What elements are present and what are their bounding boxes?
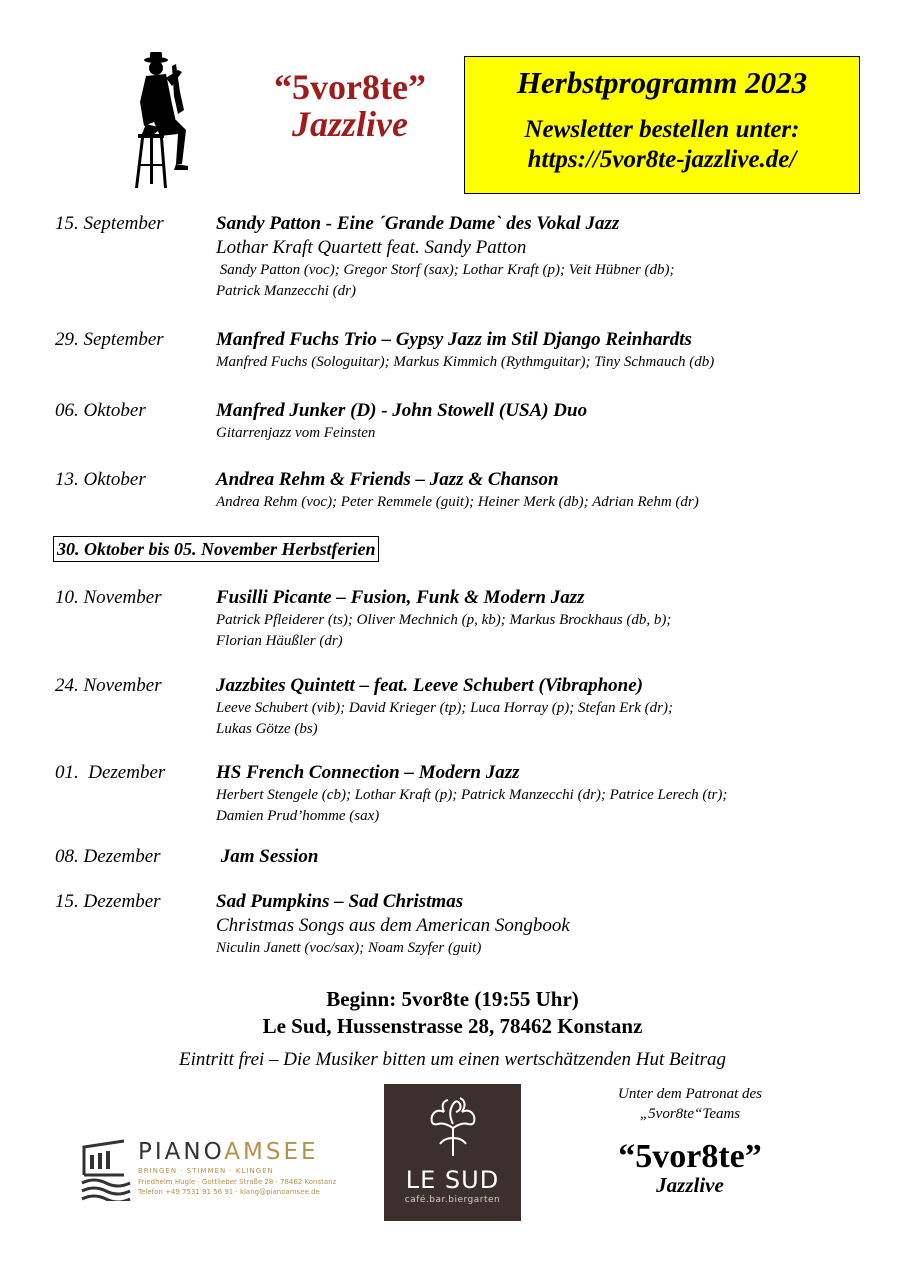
brand-quote: “5vor8te” bbox=[274, 67, 426, 107]
event-title: Andrea Rehm & Friends – Jazz & Chanson bbox=[216, 469, 559, 490]
pianoamsee-contact: Telefon +49 7531 91 56 91 · klang@pianoamsee.de bbox=[138, 1188, 320, 1196]
holidays-notice: 30. Oktober bis 05. November Herbstferien bbox=[53, 536, 379, 562]
event-date: 01. Dezember bbox=[55, 762, 166, 783]
event-title: Manfred Junker (D) - John Stowell (USA) Duo bbox=[216, 400, 588, 421]
event-date: 13. Oktober bbox=[55, 469, 146, 490]
program-title: Herbstprogramm 2023 bbox=[516, 65, 808, 100]
event-date: 15. September bbox=[55, 213, 164, 234]
event-title: Fusilli Picante – Fusion, Funk & Modern Jazz bbox=[216, 587, 585, 608]
event-lineup: Patrick Manzecchi (dr) bbox=[216, 283, 356, 299]
event-lineup: Herbert Stengele (cb); Lothar Kraft (p); Patrick Manzecchi (dr); Patrice Lerech (tr); bbox=[216, 787, 728, 803]
event-title: Jazzbites Quintett – feat. Leeve Schubert (Vibraphone) bbox=[216, 675, 643, 696]
event-lineup: Sandy Patton (voc); Gregor Storf (sax); Lothar Kraft (p); Veit Hübner (db); bbox=[216, 262, 675, 278]
event-title: Sandy Patton - Eine ´Grande Dame` des Vokal Jazz bbox=[216, 213, 620, 234]
pianoamsee-address: Friedhelm Hugle · Gottlieber Straße 28 · 78462 Konstanz bbox=[138, 1178, 337, 1186]
patronat-note bbox=[580, 1084, 800, 1124]
event-title: Jam Session bbox=[216, 846, 319, 867]
event-lineup: Patrick Pfleiderer (ts); Oliver Mechnich (p, kb); Markus Brockhaus (db, b); bbox=[216, 612, 672, 628]
brand-logo-footer bbox=[580, 1140, 800, 1196]
entry-note: Eintritt frei – Die Musiker bitten um einen wertschätzenden Hut Beitrag bbox=[178, 1049, 727, 1070]
event-subtitle: Lothar Kraft Quartett feat. Sandy Patton bbox=[216, 237, 527, 258]
saxophone-player-icon bbox=[132, 52, 194, 190]
tree-icon bbox=[422, 1094, 484, 1156]
program-info-box bbox=[464, 56, 860, 194]
brand-quote: “5vor8te” bbox=[618, 1138, 762, 1175]
venue-address: Le Sud, Hussenstrasse 28, 78462 Konstanz bbox=[262, 1014, 643, 1038]
piano-name-b: AMSEE bbox=[224, 1139, 319, 1165]
event-date: 29. September bbox=[55, 329, 164, 350]
lesud-sub: café.bar.biergarten bbox=[404, 1195, 501, 1205]
start-time: Beginn: 5vor8te (19:55 Uhr) bbox=[326, 987, 579, 1011]
newsletter-link[interactable]: https://5vor8te-jazzlive.de/ bbox=[527, 146, 797, 173]
pianoamsee-name bbox=[138, 1139, 319, 1165]
event-lineup: Manfred Fuchs (Sologuitar); Markus Kimmich (Rythmguitar); Tiny Schmauch (db) bbox=[216, 354, 715, 370]
newsletter-label: Newsletter bestellen unter: bbox=[524, 116, 800, 143]
brand-logo bbox=[240, 68, 460, 142]
brand-sub: Jazzlive bbox=[656, 1173, 724, 1197]
event-date: 08. Dezember bbox=[55, 846, 161, 867]
pianoamsee-logo bbox=[80, 1137, 350, 1207]
event-lineup: Leeve Schubert (vib); David Krieger (tp); Luca Horray (p); Stefan Erk (dr); bbox=[216, 700, 673, 716]
event-subtitle: Christmas Songs aus dem American Songbook bbox=[216, 915, 570, 936]
lesud-name: LE SUD bbox=[405, 1166, 500, 1194]
event-title: Sad Pumpkins – Sad Christmas bbox=[216, 891, 464, 912]
pianoamsee-contact-block bbox=[138, 1177, 336, 1197]
piano-mark-icon bbox=[80, 1137, 132, 1201]
brand-sub: Jazzlive bbox=[292, 104, 408, 144]
piano-name-a: PIANO bbox=[138, 1139, 225, 1165]
event-lineup: Andrea Rehm (voc); Peter Remmele (guit); Heiner Merk (db); Adrian Rehm (dr) bbox=[216, 494, 699, 510]
event-date: 24. November bbox=[55, 675, 162, 696]
lesud-logo bbox=[384, 1084, 521, 1221]
patronat-line-2: „5vor8te“Teams bbox=[639, 1106, 741, 1122]
event-lineup: Damien Prud’homme (sax) bbox=[216, 808, 380, 824]
event-date: 10. November bbox=[55, 587, 162, 608]
event-title: Manfred Fuchs Trio – Gypsy Jazz im Stil Django Reinhardts bbox=[216, 329, 692, 350]
patronat-line-1: Unter dem Patronat des bbox=[617, 1086, 762, 1102]
event-lineup: Gitarrenjazz vom Feinsten bbox=[216, 425, 376, 441]
event-lineup: Lukas Götze (bs) bbox=[216, 721, 318, 737]
event-date: 15. Dezember bbox=[55, 891, 161, 912]
event-title: HS French Connection – Modern Jazz bbox=[216, 762, 520, 783]
pianoamsee-tagline: BRINGEN · STIMMEN · KLINGEN bbox=[138, 1167, 274, 1175]
event-lineup: Niculin Janett (voc/sax); Noam Szyfer (guit) bbox=[216, 940, 482, 956]
event-date: 06. Oktober bbox=[55, 400, 146, 421]
event-lineup: Florian Häußler (dr) bbox=[216, 633, 343, 649]
